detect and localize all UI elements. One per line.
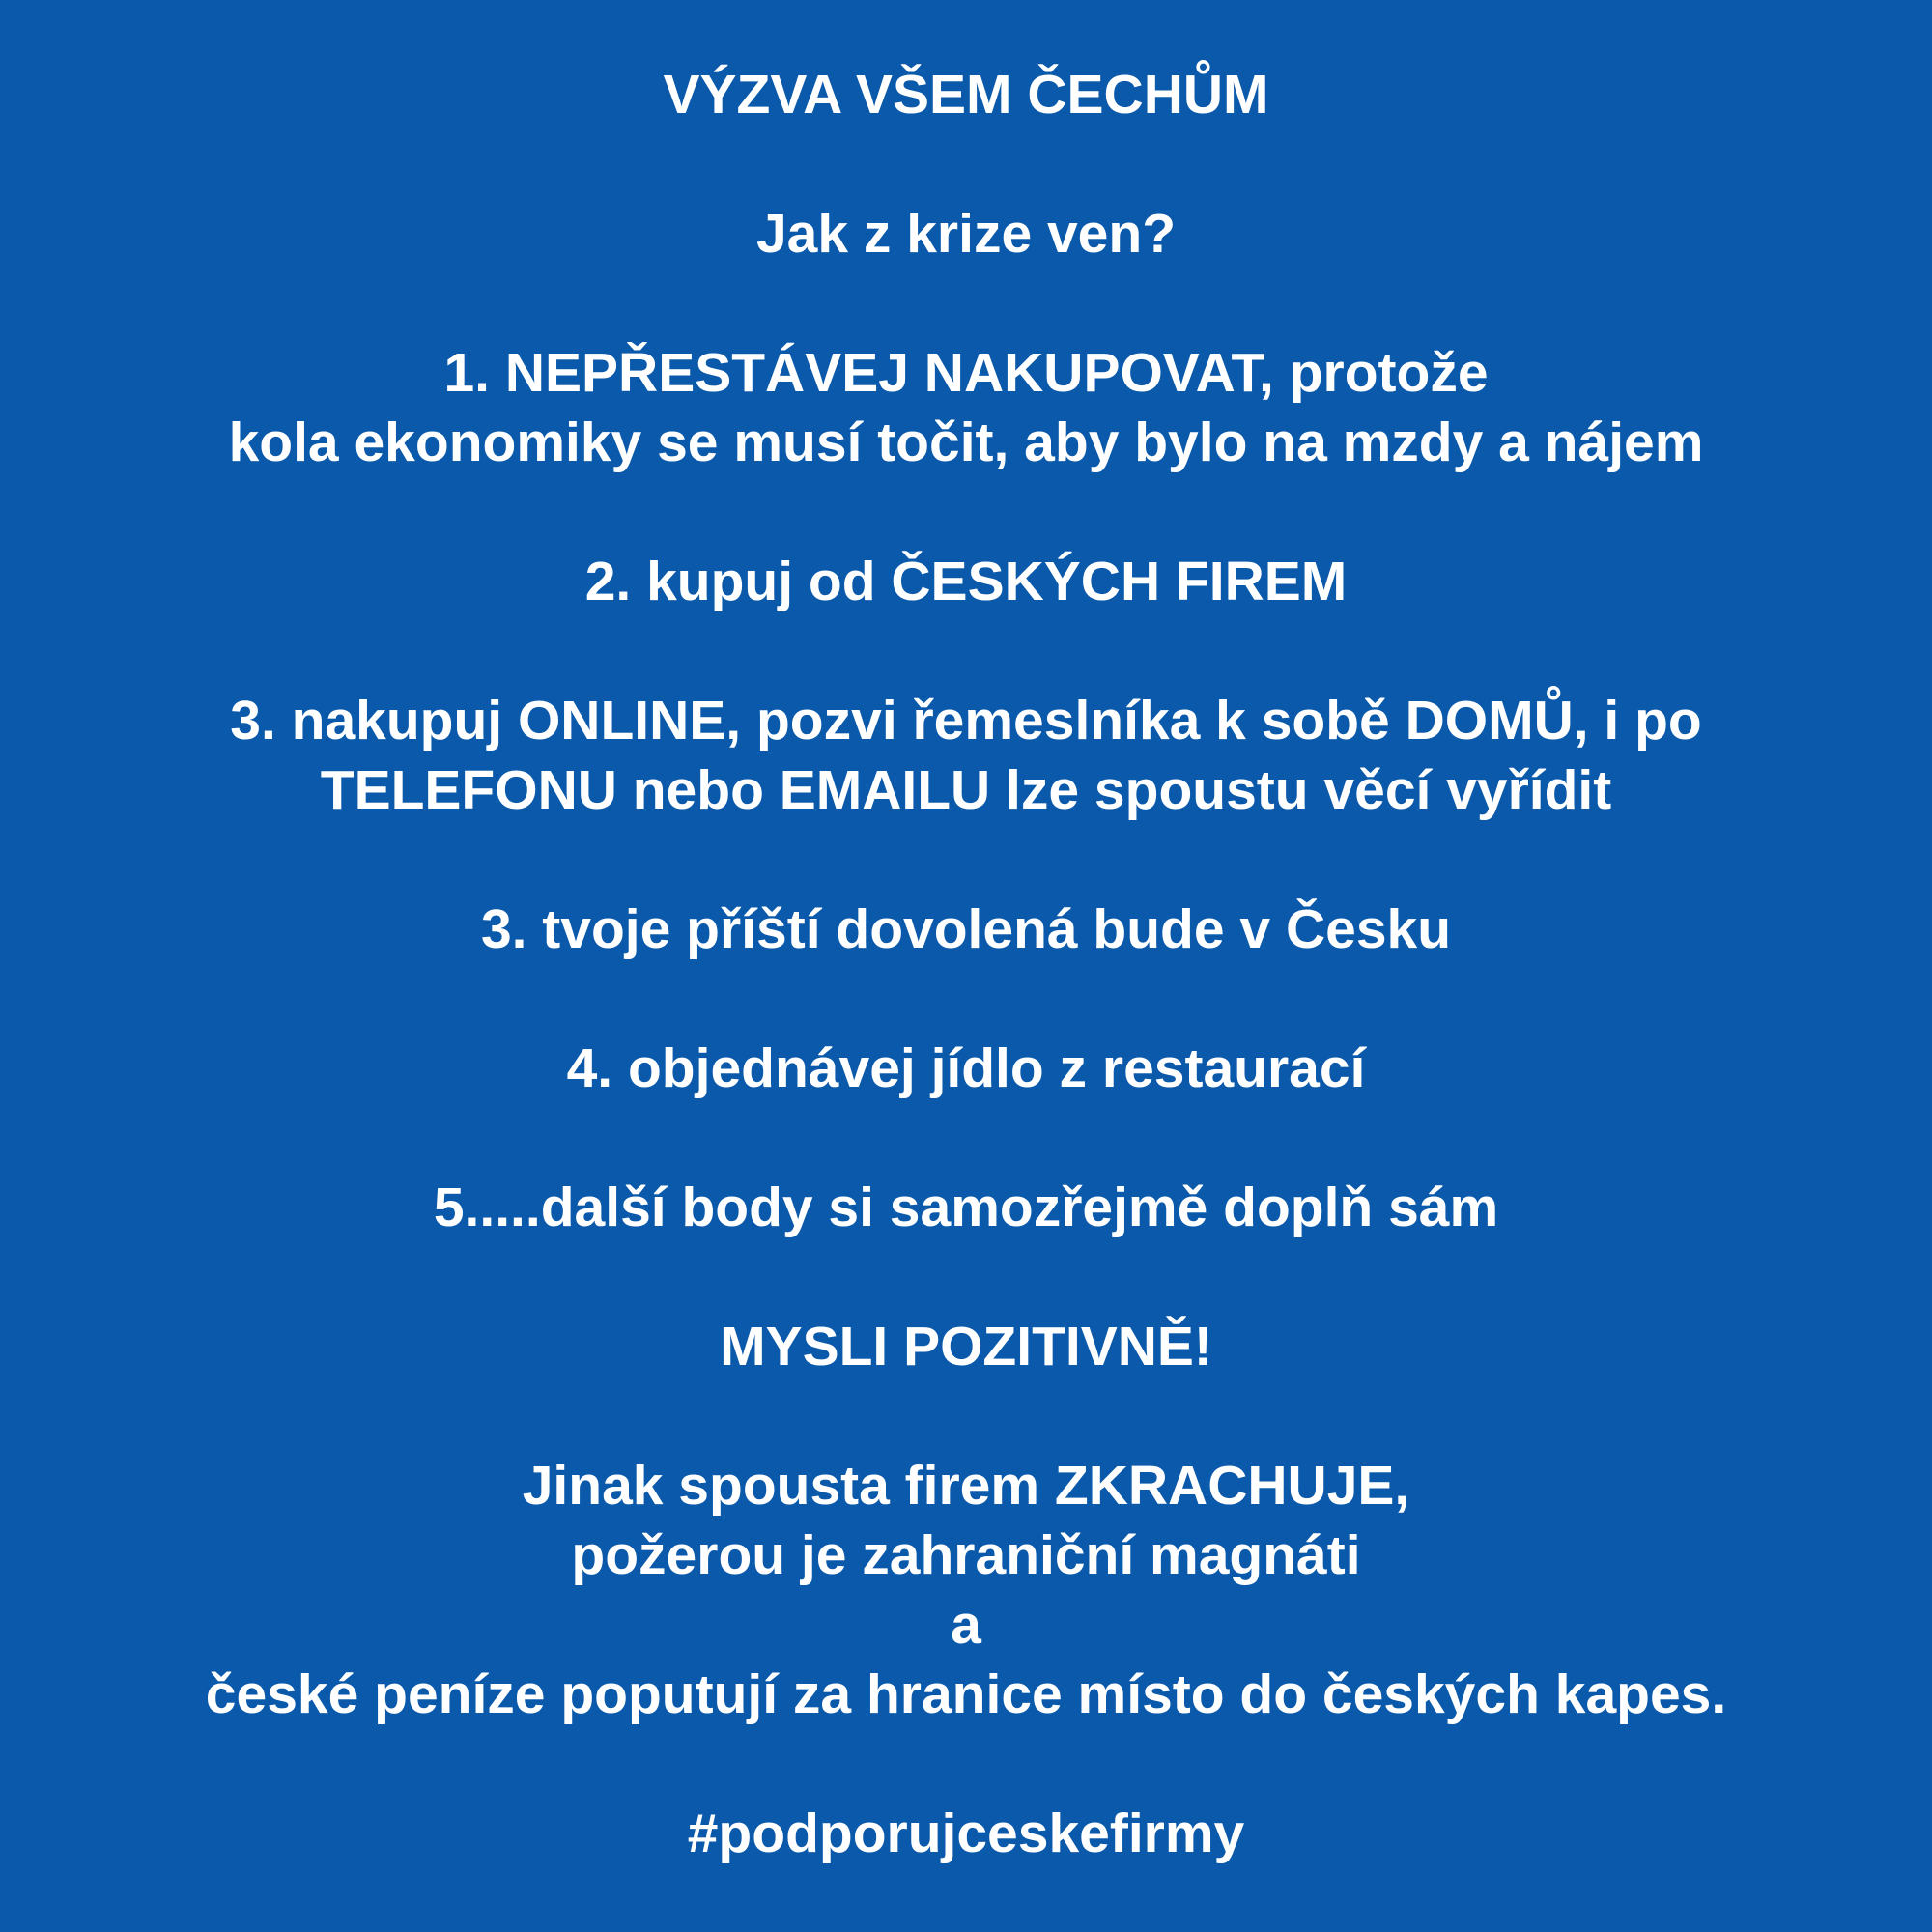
point-3-line-1: 3. nakupuj ONLINE, pozvi řemeslníka k sobě DOMŮ, i po	[230, 690, 1702, 752]
point-3-line-2: TELEFONU nebo EMAILU lze spoustu věcí vyřídit	[320, 759, 1612, 821]
point-1-line-1: 1. NEPŘESTÁVEJ NAKUPOVAT, protože	[443, 342, 1489, 404]
poster-title: VÝZVA VŠEM ČECHŮM	[663, 64, 1269, 126]
warning-line-4: české peníze poputují za hranice místo do českých kapes.	[205, 1663, 1727, 1725]
point-1-line-2: kola ekonomiky se musí točit, aby bylo na mzdy a nájem	[228, 412, 1704, 473]
point-4-line-1: 4. objednávej jídlo z restaurací	[566, 1037, 1366, 1099]
hashtag: #podporujceskefirmy	[687, 1803, 1245, 1864]
point-5-line-1: 5.....další body si samozřejmě doplň sám	[433, 1177, 1499, 1238]
poster-question: Jak z krize ven?	[755, 203, 1177, 265]
warning-line-2: požerou je zahraniční magnáti	[571, 1524, 1361, 1586]
warning-line-1: Jinak spousta firem ZKRACHUJE,	[522, 1455, 1410, 1517]
point-3b-line-1: 3. tvoje příští dovolená bude v Česku	[480, 898, 1452, 960]
warning-line-3: a	[951, 1594, 981, 1656]
slogan: MYSLI POZITIVNĚ!	[720, 1316, 1212, 1378]
point-2-line-1: 2. kupuj od ČESKÝCH FIREM	[584, 551, 1348, 612]
